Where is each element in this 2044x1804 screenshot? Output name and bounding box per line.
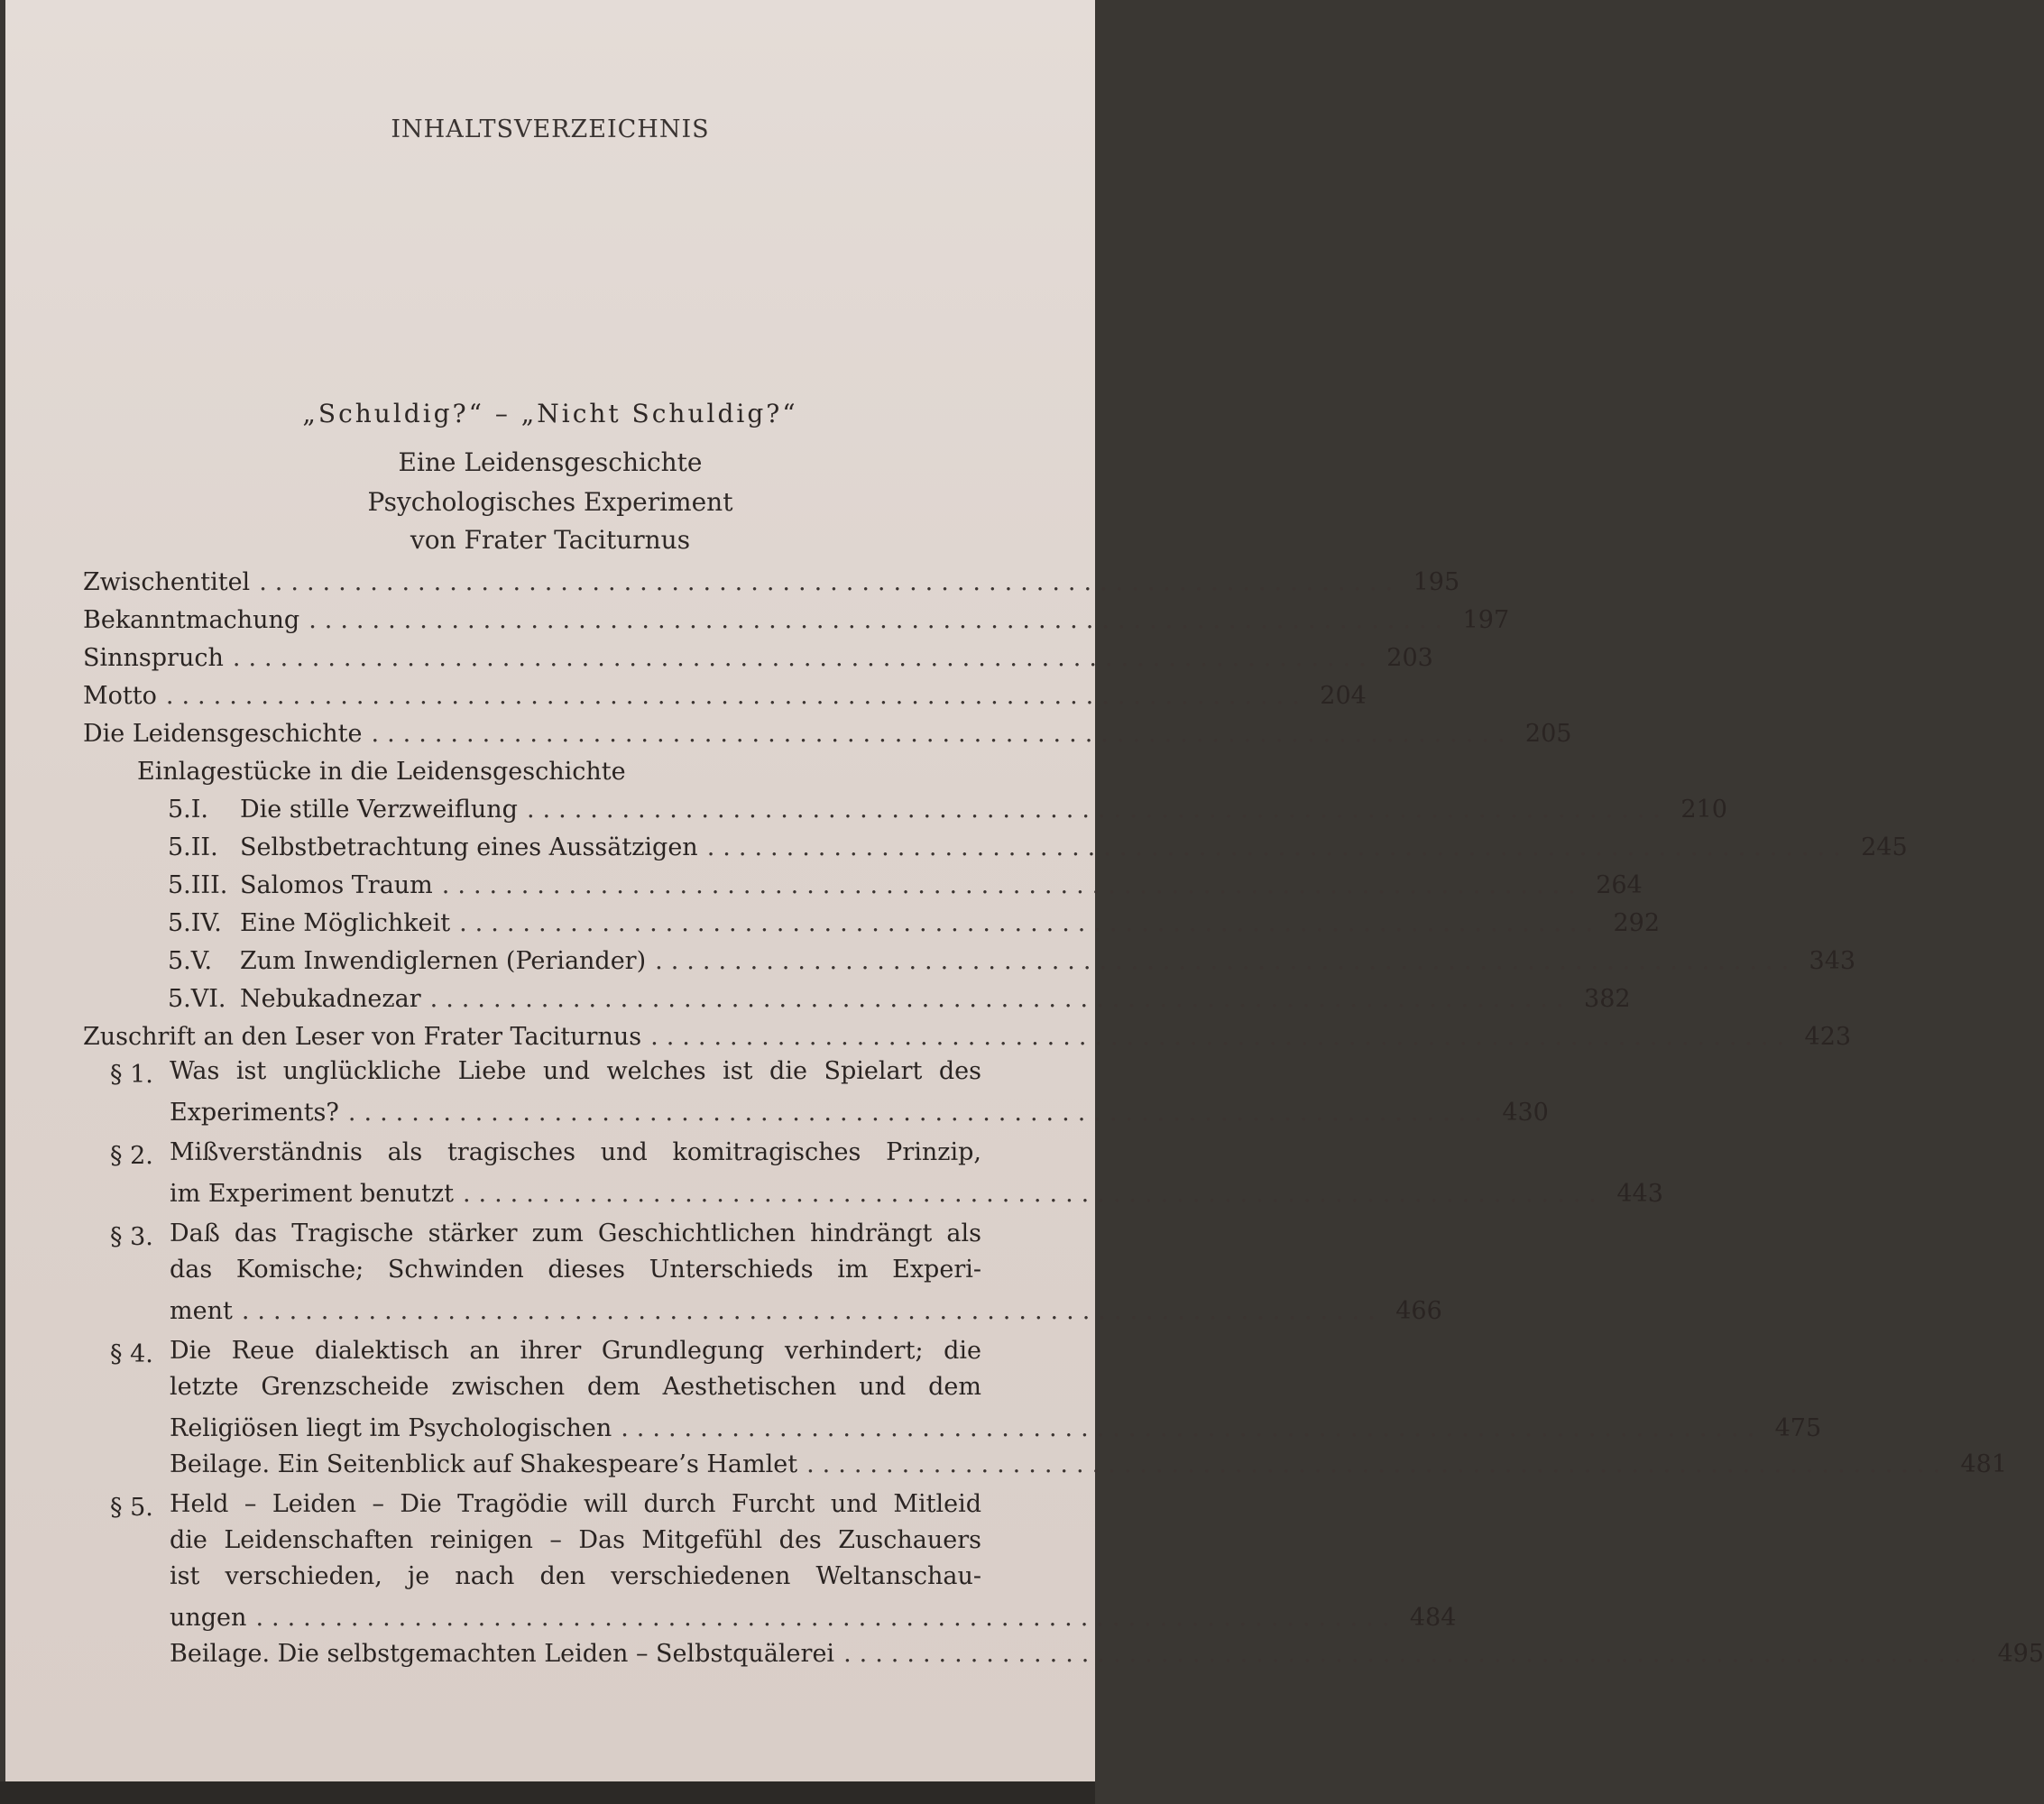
work-subtitle: Eine Leidensgeschichte <box>398 447 703 477</box>
section-text: Daß das Tragische stärker zum Geschichtlichen hindrängt als das Komische; Schwinden dieses Unterschieds im Experi- <box>170 1220 981 1284</box>
beilage-entry: Beilage. Die selbstgemachten Leiden – Selbstquälerei ........................................................................ 495 <box>170 1640 2044 1668</box>
section-text: Die Reue dialektisch an ihrer Grundlegung verhindert; die letzte Grenzscheide zwischen dem Aesthetischen und dem <box>170 1337 981 1401</box>
leader-dots: ........................................................................ <box>462 1180 1605 1208</box>
page-number: 466 <box>1395 1297 1442 1325</box>
page-number: 197 <box>1462 606 1510 634</box>
leader-dots: ........................................................................ <box>347 1099 1490 1127</box>
page-number: 430 <box>1502 1099 1549 1127</box>
leader-dots: ........................................................................ <box>655 947 1798 975</box>
toc-entry: Zuschrift an den Leser von Frater Taciturnus ........................................................................ 423 <box>83 1023 1852 1051</box>
page-number: 292 <box>1613 909 1661 937</box>
toc-subentry: 5.V. Zum Inwendiglernen (Periander) ........................................................................ 343 <box>168 947 1856 975</box>
entry-number: 5.IV. <box>168 909 222 937</box>
leader-dots: ........................................................................ <box>650 1023 1793 1051</box>
page-number: 443 <box>1616 1180 1663 1208</box>
leader-dots: ........................................................................ <box>441 871 1584 899</box>
toc-entry: Sinnspruch ........................................................................ 203 <box>83 644 1433 672</box>
leader-dots: ........................................................................ <box>806 1450 1949 1478</box>
section-last-line: im Experiment benutzt ........................................................................ 443 <box>170 1180 1663 1208</box>
page-number: 481 <box>1960 1450 2008 1478</box>
section-number: § 3. <box>110 1223 153 1251</box>
leader-dots: ........................................................................ <box>459 909 1602 937</box>
toc-entry: Motto ........................................................................ 204 <box>83 682 1367 710</box>
toc-subentry: 5.III. Salomos Traum ........................................................................ 264 <box>168 871 1643 899</box>
section-number: § 5. <box>110 1494 153 1522</box>
work-author: von Frater Taciturnus <box>410 525 691 555</box>
toc-subentry: 5.VI. Nebukadnezar ........................................................................ 382 <box>168 985 1631 1013</box>
table-of-contents <box>5 0 2044 1781</box>
entry-number: 5.VI. <box>168 985 226 1013</box>
toc-entry: Zwischentitel ........................................................................ 195 <box>83 568 1460 596</box>
leader-dots: ........................................................................ <box>621 1414 1763 1442</box>
page-number: 423 <box>1804 1023 1852 1051</box>
background-surface <box>0 1781 1095 1804</box>
toc-subentry: 5.IV. Eine Möglichkeit ........................................................................ 292 <box>168 909 1661 937</box>
page-title: INHALTSVERZEICHNIS <box>391 115 710 143</box>
section-last-line: Religiösen liegt im Psychologischen ........................................................................ 475 <box>170 1414 1822 1442</box>
leader-dots: ........................................................................ <box>371 720 1514 748</box>
page-number: 475 <box>1774 1414 1822 1442</box>
leader-dots: ........................................................................ <box>429 985 1572 1013</box>
page-number: 210 <box>1680 796 1727 824</box>
page-number: 203 <box>1386 644 1433 672</box>
toc-subentry: 5.I. Die stille Verzweiflung ........................................................................ 210 <box>168 796 1727 824</box>
leader-dots: ........................................................................ <box>526 796 1669 824</box>
page-number: 195 <box>1413 568 1460 596</box>
leader-dots: ........................................................................ <box>255 1604 1398 1632</box>
entry-number: 5.V. <box>168 947 213 975</box>
leader-dots: ........................................................................ <box>259 568 1402 596</box>
page-number: 245 <box>1861 833 1908 861</box>
toc-subentry: 5.II. Selbstbetrachtung eines Aussätzigen ........................................................................ 245 <box>168 833 1908 861</box>
page-number: 205 <box>1524 720 1572 748</box>
entry-number: 5.I. <box>168 796 209 824</box>
section-last-line: ungen ........................................................................ 484 <box>170 1604 1457 1632</box>
section-number: § 1. <box>110 1061 153 1089</box>
leader-dots: ........................................................................ <box>706 833 1849 861</box>
page-number: 484 <box>1409 1604 1457 1632</box>
section-text: Held – Leiden – Die Tragödie will durch Furcht und Mitleid die Leidenschaften reinigen – Das Mitgefühl des Zuschauers ist verschieden, je nach den verschiedenen Weltanschau- <box>170 1490 981 1590</box>
leader-dots: ........................................................................ <box>241 1297 1384 1325</box>
section-last-line: Experiments? ........................................................................ 430 <box>170 1099 1549 1127</box>
toc-subheading: Einlagestücke in die Leidensgeschichte <box>137 758 626 786</box>
page-number: 264 <box>1596 871 1643 899</box>
section-text: Mißverständnis als tragisches und komitragisches Prinzip, <box>170 1138 981 1166</box>
leader-dots: ........................................................................ <box>165 682 1308 710</box>
leader-dots: ........................................................................ <box>308 606 1451 634</box>
page-number: 343 <box>1809 947 1856 975</box>
entry-number: 5.II. <box>168 833 218 861</box>
section-number: § 2. <box>110 1142 153 1170</box>
section-number: § 4. <box>110 1340 153 1368</box>
work-subtitle-2: Psychologisches Experiment <box>367 487 733 517</box>
toc-entry: Bekanntmachung ........................................................................ 197 <box>83 606 1510 634</box>
section-last-line: ment ........................................................................ 466 <box>170 1297 1442 1325</box>
toc-entry: Die Leidensgeschichte ........................................................................ 205 <box>83 720 1572 748</box>
section-text: Was ist unglückliche Liebe und welches ist die Spielart des <box>170 1057 981 1085</box>
page-number: 495 <box>1997 1640 2044 1668</box>
page-number: 204 <box>1320 682 1367 710</box>
page-number: 382 <box>1584 985 1631 1013</box>
beilage-entry: Beilage. Ein Seitenblick auf Shakespeare’s Hamlet ........................................................................ 481 <box>170 1450 2008 1478</box>
leader-dots: ........................................................................ <box>232 644 1375 672</box>
book-page <box>5 0 2044 1781</box>
work-title: „Schuldig?“ – „Nicht Schuldig?“ <box>302 399 798 428</box>
leader-dots: ........................................................................ <box>843 1640 1986 1668</box>
entry-number: 5.III. <box>168 871 228 899</box>
